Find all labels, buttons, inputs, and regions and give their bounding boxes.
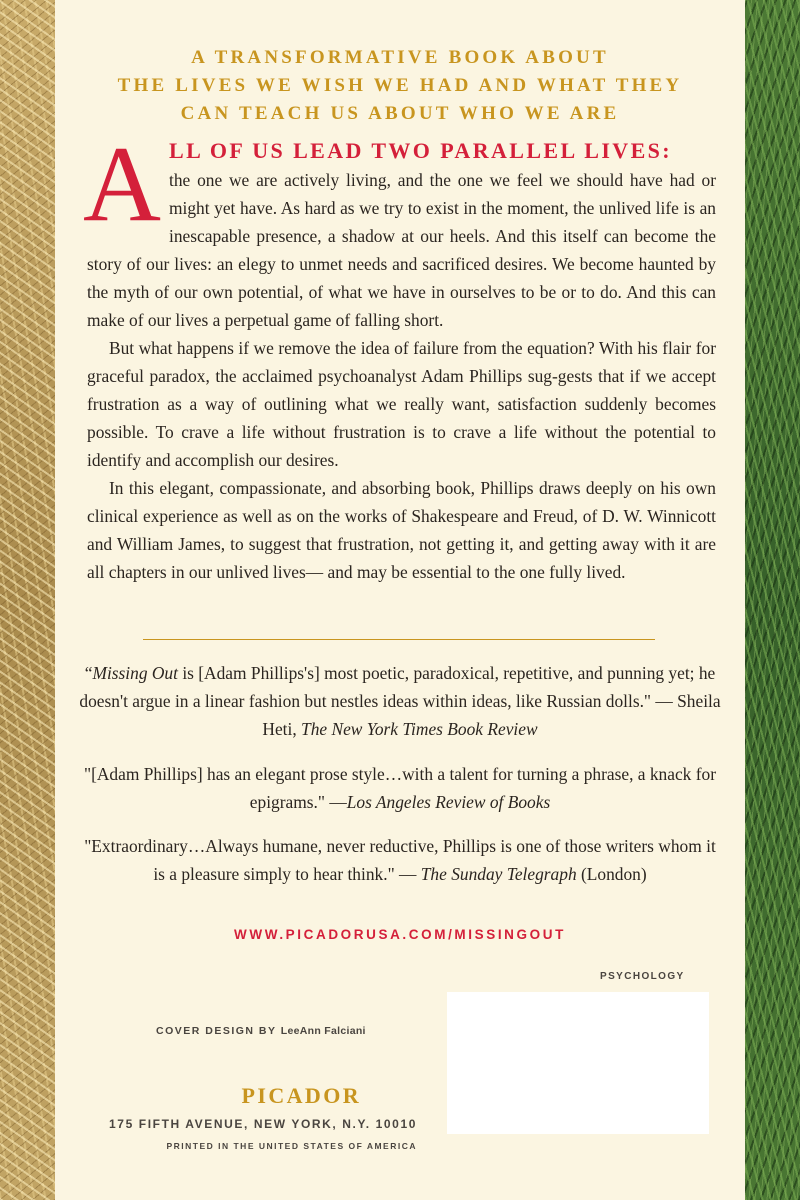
review-quote-2 (79, 760, 721, 816)
publisher-address: 175 FIFTH AVENUE, NEW YORK, N.Y. 10010 (109, 1117, 417, 1131)
headline (55, 44, 745, 128)
barcode-box (447, 992, 709, 1134)
review-quote-1: “Missing Out is [Adam Phillips's] most poetic, paradoxical, repetitive, and punning yet; he doesn't argue in a linear fashion but nestles ideas within ideas, like Russian dolls." — Sheila Heti, The New York Times Book Review (79, 663, 721, 739)
category-label: PSYCHOLOGY (600, 971, 685, 982)
divider-rule (143, 639, 655, 640)
description-paragraph-3: In this elegant, compassionate, and absorbing book, Phillips draws deeply on his own clinical experience as well as on the works of Shakespeare and Freud, of D. W. Winnicott and William James, to suggest that frustration, not getting it, and getting away with it are all chapters in our unlived lives— and may be essential to the one fully lived. (87, 478, 716, 582)
credit-label: COVER DESIGN BY (156, 1025, 281, 1037)
lead-in-caps: LL OF US LEAD TWO PARALLEL LIVES: (169, 138, 673, 163)
drop-cap: A (83, 125, 161, 244)
publisher-url[interactable]: WWW.PICADORUSA.COM/MISSINGOUT (234, 927, 566, 942)
quote-1-source: The New York Times Book Review (301, 719, 538, 739)
headline-line-3: CAN TEACH US ABOUT WHO WE ARE (180, 103, 620, 124)
quote-1-text: is [Adam Phillips's] most poetic, paradoxical, repetitive, and punning yet; he doesn't argue in a linear fashion but nestles ideas within ideas, like Russian dolls." — Sheila Heti, (79, 663, 721, 739)
cover-design-credit (156, 1025, 366, 1037)
description-paragraph-2: But what happens if we remove the idea of failure from the equation? With his flair for graceful paradox, the acclaimed psychoanalyst Adam Phillips sug-gests that if we accept frustration as a way of outlining what we really want, satisfaction suddenly becomes possible. To crave a life without frustration is to crave a life without the potential to identify and accomplish our desires. (87, 338, 716, 470)
quote-1-book-title: Missing Out (92, 663, 178, 683)
quote-2-text: "[Adam Phillips] has an elegant prose style…with a talent for turning a phrase, a knack for epigrams." — (83, 764, 716, 812)
review-quote-3 (79, 832, 721, 888)
quote-3-text: "Extraordinary…Always humane, never reductive, Phillips is one of those writers whom it is a pleasure simply to hear think." — (84, 836, 716, 884)
description-paragraph-1: the one we are actively living, and the one we feel we should have had or might yet have. As hard as we try to exist in the moment, the unlived life is an inescapable presence, a shadow at our heels. And this itself can become the story of our lives: an elegy to unmet needs and sacrificed desires. We become haunted by the myth of our own potential, of what we have in ourselves to be or to do. And this can make of our lives a perpetual game of falling short. (87, 170, 716, 330)
headline-line-1: A TRANSFORMATIVE BOOK ABOUT (191, 47, 609, 68)
quote-2-source: Los Angeles Review of Books (346, 792, 551, 812)
quote-3-source: The Sunday Telegraph (420, 864, 577, 884)
headline-line-2: THE LIVES WE WISH WE HAD AND WHAT THEY (117, 75, 683, 96)
back-cover-panel (55, 0, 745, 1200)
credit-name: LeeAnn Falciani (280, 1025, 366, 1037)
green-grass-border (745, 0, 800, 1200)
book-description (83, 125, 716, 586)
printed-in: PRINTED IN THE UNITED STATES OF AMERICA (166, 1141, 417, 1151)
dry-grass-border (0, 0, 55, 1200)
publisher-name: PICADOR (241, 1083, 361, 1108)
quote-3-suffix: (London) (576, 864, 647, 884)
